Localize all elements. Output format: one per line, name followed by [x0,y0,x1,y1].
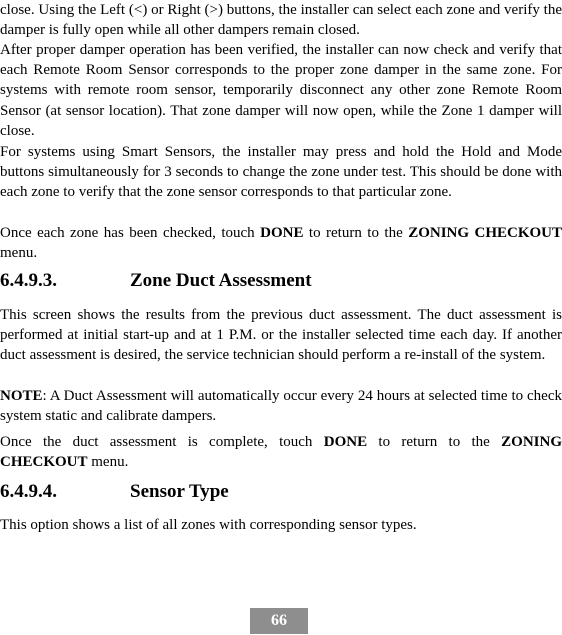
section-title: Zone Duct Assessment [130,270,312,291]
note-text: : A Duct Assessment will automatically occur every 24 hours at selected time to check system static and calibrate dampers. [0,388,562,425]
paragraph-damper-select: close. Using the Left (<) or Right (>) buttons, the installer can select each zone and verify the damper is fully open while all other dampers remain closed. [0,2,562,39]
section-heading-sensor-type [0,481,562,503]
section-number: 6.4.9.4. [0,481,57,502]
section-number: 6.4.9.3. [0,270,57,291]
zoning-checkout-keyword: ZONING CHECKOUT [408,225,562,241]
paragraph-zone-checked [0,223,562,263]
section-title: Sensor Type [130,481,229,502]
paragraph-duct-assessment-results: This screen shows the results from the previous duct assessment. The duct assessment is performed at initial start-up and at 1 P.M. or the installer selected time each day. If another duct assessment is desired, the service technician should perform a re-install of the system. [0,307,562,364]
paragraph-text: to return to the [303,225,409,241]
page-number-badge: 66 [250,608,308,634]
paragraph-text: menu. [0,245,38,262]
paragraph-text: to return to the [367,434,502,450]
paragraph-duct-assessment-complete [0,432,562,472]
done-keyword: DONE [323,434,368,450]
paragraph-text: Once each zone has been checked, touch [0,225,261,241]
zoning-checkout-keyword: ZONING CHECKOUT [0,434,562,471]
paragraph-sensor-type: This option shows a list of all zones with corresponding sensor types. [0,517,417,533]
paragraph-remote-room-sensor: After proper damper operation has been verified, the installer can now check and verify that each Remote Room Sensor corresponds to the proper zone damper in the same zone. For systems with remote room sensor, temporarily disconnect any other zone Remote Room Sensor (at sensor location). That zone damper will now open, while the Zone 1 damper will close. [0,42,562,139]
paragraph-smart-sensors: For systems using Smart Sensors, the installer may press and hold the Hold and Mode buttons simultaneously for 3 seconds to change the zone under test. This should be done with each zone to verify that the zone sensor corresponds to that particular zone. [0,144,562,201]
paragraph-text: menu. [87,454,129,471]
section-heading-zone-duct-assessment [0,270,562,292]
done-keyword: DONE [260,225,304,241]
paragraph-note [0,386,562,426]
paragraph-text: Once the duct assessment is complete, touch [0,434,324,450]
note-label: NOTE [0,388,43,404]
